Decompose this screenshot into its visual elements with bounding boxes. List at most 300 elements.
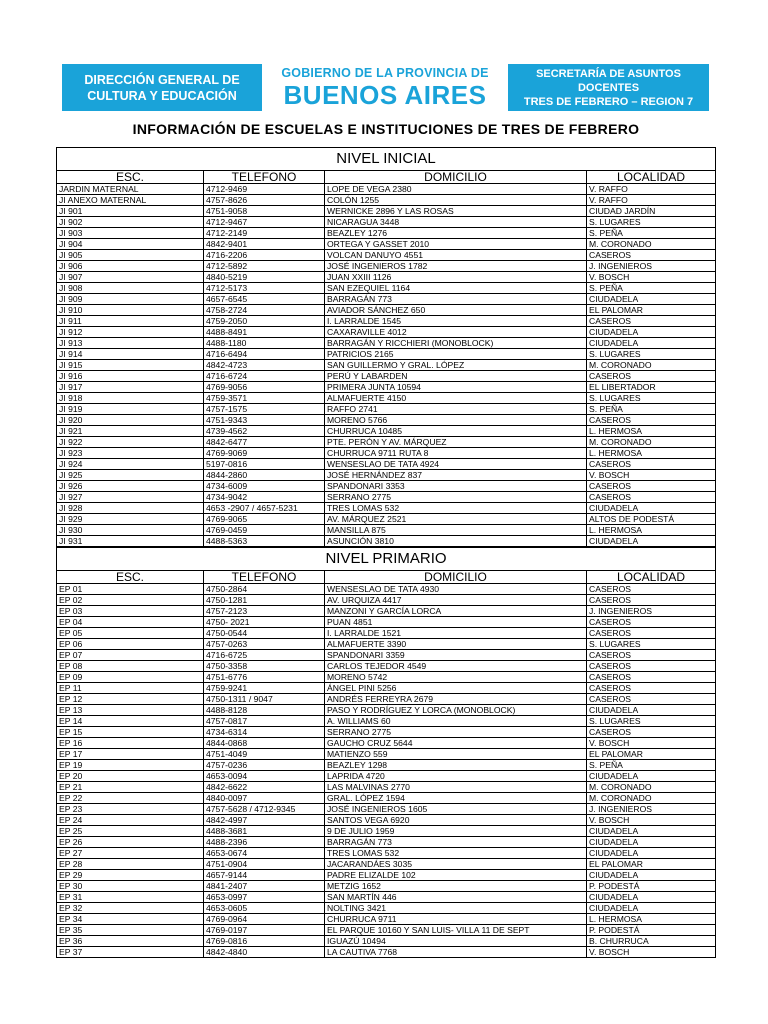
phone: 4842-6622 [204,782,325,793]
table-row [57,404,716,415]
phone: 4751-6776 [204,672,325,683]
address: I. LARRALDE 1521 [325,628,587,639]
address: SERRANO 2775 [325,492,587,503]
phone: 4734-9042 [204,492,325,503]
school-code: EP 13 [57,705,204,716]
school-code: JI 929 [57,514,204,525]
locality: CASEROS [587,628,716,639]
address: NOLTING 3421 [325,903,587,914]
address: AVIADOR SÁNCHEZ 650 [325,305,587,316]
school-code: JI 915 [57,360,204,371]
school-code: EP 20 [57,771,204,782]
phone: 4759-3571 [204,393,325,404]
locality: CASEROS [587,415,716,426]
school-code: EP 14 [57,716,204,727]
phone: 4488-3681 [204,826,325,837]
address: I. LARRALDE 1545 [325,316,587,327]
phone: 4712-5892 [204,261,325,272]
dgcye-banner [62,64,262,111]
phone: 4751-4049 [204,749,325,760]
address: PASO Y RODRÍGUEZ Y LORCA (MONOBLOCK) [325,705,587,716]
school-code: JI 906 [57,261,204,272]
locality: V. RAFFO [587,184,716,195]
phone: 4769-9056 [204,382,325,393]
school-code: EP 22 [57,793,204,804]
gobierno-line2: BUENOS AIRES [283,80,487,110]
address: CAXARAVILLE 4012 [325,327,587,338]
locality: S. LUGARES [587,639,716,650]
address: METZIG 1652 [325,881,587,892]
locality: CIUDAD JARDÍN [587,206,716,217]
locality: CIUDADELA [587,892,716,903]
table-row [57,184,716,195]
table-row [57,837,716,848]
phone: 4653-0674 [204,848,325,859]
phone: 4769-9069 [204,448,325,459]
school-table [56,547,716,958]
phone: 4757-2123 [204,606,325,617]
locality: CASEROS [587,459,716,470]
school-code: JI 908 [57,283,204,294]
table-row [57,881,716,892]
address: WENSESLAO DE TATA 4924 [325,459,587,470]
table-row [57,492,716,503]
school-code: EP 34 [57,914,204,925]
table-row [57,382,716,393]
locality: M. CORONADO [587,793,716,804]
school-code: JI 923 [57,448,204,459]
school-code: JI 903 [57,228,204,239]
table-row [57,448,716,459]
school-code: JI 905 [57,250,204,261]
address: JOSÉ INGENIEROS 1605 [325,804,587,815]
table-row [57,606,716,617]
locality: B. CHURRUCA [587,936,716,947]
table-row [57,639,716,650]
table-row [57,525,716,536]
locality: CASEROS [587,727,716,738]
phone: 4844-2860 [204,470,325,481]
table-row [57,859,716,870]
phone: 4769-0964 [204,914,325,925]
address: LOPE DE VEGA 2380 [325,184,587,195]
phone: 4757-0236 [204,760,325,771]
locality: S. LUGARES [587,393,716,404]
locality: S. LUGARES [587,349,716,360]
table-row [57,217,716,228]
phone: 4750-2864 [204,584,325,595]
table-row [57,661,716,672]
phone: 5197-0816 [204,459,325,470]
locality: L. HERMOSA [587,525,716,536]
address: SPANDONARI 3353 [325,481,587,492]
phone: 4488-8128 [204,705,325,716]
section-title: NIVEL PRIMARIO [57,548,716,571]
locality: EL LIBERTADOR [587,382,716,393]
table-row [57,628,716,639]
address: VOLCAN DANUYO 4551 [325,250,587,261]
column-header: LOCALIDAD [587,571,716,584]
locality: S. PEÑA [587,228,716,239]
table-row [57,294,716,305]
locality: J. INGENIEROS [587,261,716,272]
locality: V. BOSCH [587,470,716,481]
school-code: EP 37 [57,947,204,958]
address: SANTOS VEGA 6920 [325,815,587,826]
table-row [57,617,716,628]
table-row [57,503,716,514]
school-code: JI 928 [57,503,204,514]
locality: CASEROS [587,683,716,694]
locality: S. PEÑA [587,760,716,771]
table-row [57,815,716,826]
phone: 4716-2206 [204,250,325,261]
school-code: JI 927 [57,492,204,503]
school-code: JARDIN MATERNAL [57,184,204,195]
school-code: EP 36 [57,936,204,947]
phone: 4751-9058 [204,206,325,217]
address: AV. URQUIZA 4417 [325,595,587,606]
address: ALMAFUERTE 4150 [325,393,587,404]
locality: CIUDADELA [587,294,716,305]
address: CHURRUCA 9711 RUTA 8 [325,448,587,459]
locality: CASEROS [587,694,716,705]
table-row [57,914,716,925]
phone: 4842-6477 [204,437,325,448]
table-row [57,261,716,272]
address: GRAL. LÓPEZ 1594 [325,793,587,804]
locality: S. LUGARES [587,217,716,228]
table-row [57,206,716,217]
address: JACARANDÁES 3035 [325,859,587,870]
school-code: EP 04 [57,617,204,628]
phone: 4769-0197 [204,925,325,936]
table-row [57,459,716,470]
table-row [57,782,716,793]
table-row [57,437,716,448]
phone: 4769-9065 [204,514,325,525]
school-code: EP 30 [57,881,204,892]
school-code: JI 930 [57,525,204,536]
school-code: JI 910 [57,305,204,316]
school-code: JI 919 [57,404,204,415]
table-row [57,650,716,661]
phone: 4750-3358 [204,661,325,672]
phone: 4712-2149 [204,228,325,239]
column-header: TELEFONO [204,571,325,584]
table-row [57,426,716,437]
phone: 4653-0605 [204,903,325,914]
phone: 4751-0904 [204,859,325,870]
address: LA CAUTIVA 7768 [325,947,587,958]
table-row [57,848,716,859]
table-row [57,415,716,426]
locality: EL PALOMAR [587,859,716,870]
phone: 4750-1311 / 9047 [204,694,325,705]
nivel-inicial-table-wrap [56,147,715,547]
phone: 4750-1281 [204,595,325,606]
locality: CASEROS [587,316,716,327]
locality: M. CORONADO [587,239,716,250]
table-row [57,228,716,239]
phone: 4657-9144 [204,870,325,881]
phone: 4716-6725 [204,650,325,661]
table-row [57,694,716,705]
school-code: EP 26 [57,837,204,848]
school-code: EP 21 [57,782,204,793]
phone: 4842-4997 [204,815,325,826]
address: SPANDONARI 3359 [325,650,587,661]
locality: CASEROS [587,595,716,606]
table-row [57,338,716,349]
address: BARRAGÁN 773 [325,837,587,848]
table-row [57,595,716,606]
phone: 4759-2050 [204,316,325,327]
phone: 4657-6545 [204,294,325,305]
school-code: JI 902 [57,217,204,228]
school-code: JI 914 [57,349,204,360]
locality: L. HERMOSA [587,448,716,459]
school-code: JI 913 [57,338,204,349]
gobierno-line1: GOBIERNO DE LA PROVINCIA DE [281,66,489,80]
address: SAN GUILLERMO Y GRAL. LÓPEZ [325,360,587,371]
address: NICARAGUA 3448 [325,217,587,228]
locality: CIUDADELA [587,848,716,859]
school-code: JI 909 [57,294,204,305]
phone: 4488-8491 [204,327,325,338]
locality: CIUDADELA [587,705,716,716]
address: MANZONI Y GARCÍA LORCA [325,606,587,617]
locality: CIUDADELA [587,837,716,848]
address: MATIENZO 559 [325,749,587,760]
school-code: EP 01 [57,584,204,595]
address: PADRE ELIZALDE 102 [325,870,587,881]
phone: 4842-9401 [204,239,325,250]
school-code: EP 24 [57,815,204,826]
locality: CASEROS [587,617,716,628]
locality: CASEROS [587,481,716,492]
address: A. WILLIAMS 60 [325,716,587,727]
gobierno-logo [272,66,498,109]
address: WENSESLAO DE TATA 4930 [325,584,587,595]
column-header: ESC. [57,171,204,184]
school-code: EP 06 [57,639,204,650]
address: ALMAFUERTE 3390 [325,639,587,650]
locality: L. HERMOSA [587,914,716,925]
school-code: EP 25 [57,826,204,837]
phone: 4488-1180 [204,338,325,349]
table-row [57,683,716,694]
locality: V. BOSCH [587,272,716,283]
address: CARLOS TEJEDOR 4549 [325,661,587,672]
table-row [57,536,716,547]
address: TRES LOMAS 532 [325,503,587,514]
school-code: EP 29 [57,870,204,881]
locality: V. RAFFO [587,195,716,206]
table-row [57,892,716,903]
school-code: EP 32 [57,903,204,914]
phone: 4712-9467 [204,217,325,228]
locality: CIUDADELA [587,536,716,547]
locality: S. PEÑA [587,283,716,294]
table-row [57,870,716,881]
locality: M. CORONADO [587,360,716,371]
school-code: JI 925 [57,470,204,481]
phone: 4757-1575 [204,404,325,415]
phone: 4488-2396 [204,837,325,848]
address: 9 DE JULIO 1959 [325,826,587,837]
locality: P. PODESTÁ [587,881,716,892]
school-code: EP 23 [57,804,204,815]
school-code: EP 11 [57,683,204,694]
phone: 4840-0097 [204,793,325,804]
table-row [57,760,716,771]
school-code: JI 922 [57,437,204,448]
secretaria-line2: DOCENTES [577,81,640,94]
phone: 4757-5628 / 4712-9345 [204,804,325,815]
section-title: NIVEL INICIAL [57,148,716,171]
column-header: DOMICILIO [325,571,587,584]
phone: 4750-0544 [204,628,325,639]
phone: 4840-5219 [204,272,325,283]
school-code: JI 907 [57,272,204,283]
locality: CIUDADELA [587,903,716,914]
locality: EL PALOMAR [587,749,716,760]
address: ASUNCIÓN 3810 [325,536,587,547]
phone: 4712-5173 [204,283,325,294]
school-code: JI 916 [57,371,204,382]
locality: CIUDADELA [587,338,716,349]
address: SAN MARTÍN 446 [325,892,587,903]
table-row [57,584,716,595]
phone: 4750- 2021 [204,617,325,628]
school-code: JI 911 [57,316,204,327]
address: SAN EZEQUIEL 1164 [325,283,587,294]
table-row [57,327,716,338]
address: BARRAGÁN 773 [325,294,587,305]
school-code: JI 901 [57,206,204,217]
school-code: EP 17 [57,749,204,760]
address: ÁNGEL PINI 5256 [325,683,587,694]
address: JOSÉ INGENIEROS 1782 [325,261,587,272]
address: CHURRUCA 10485 [325,426,587,437]
school-code: EP 27 [57,848,204,859]
table-row [57,716,716,727]
locality: L. HERMOSA [587,426,716,437]
table-row [57,371,716,382]
address: MORENO 5742 [325,672,587,683]
locality: M. CORONADO [587,437,716,448]
address: WERNICKE 2896 Y LAS ROSAS [325,206,587,217]
phone: 4844-0868 [204,738,325,749]
phone: 4757-8626 [204,195,325,206]
school-code: EP 15 [57,727,204,738]
locality: M. CORONADO [587,782,716,793]
address: MORENO 5766 [325,415,587,426]
table-row [57,283,716,294]
phone: 4769-0816 [204,936,325,947]
locality: J. INGENIEROS [587,606,716,617]
column-header: TELEFONO [204,171,325,184]
table-row [57,738,716,749]
table-row [57,272,716,283]
phone: 4734-6314 [204,727,325,738]
dgcye-line1: DIRECCIÓN GENERAL DE [84,72,240,87]
address: GAUCHO CRUZ 5644 [325,738,587,749]
school-code: EP 08 [57,661,204,672]
table-row [57,239,716,250]
school-table [56,147,716,547]
table-row [57,360,716,371]
address: PATRICIOS 2165 [325,349,587,360]
table-row [57,903,716,914]
phone: 4769-0459 [204,525,325,536]
table-row [57,514,716,525]
locality: CASEROS [587,492,716,503]
school-code: JI 917 [57,382,204,393]
phone: 4842-4723 [204,360,325,371]
locality: EL PALOMAR [587,305,716,316]
school-code: EP 16 [57,738,204,749]
school-code: JI 926 [57,481,204,492]
phone: 4653 -2907 / 4657-5231 [204,503,325,514]
phone: 4734-6009 [204,481,325,492]
locality: CASEROS [587,650,716,661]
school-code: EP 12 [57,694,204,705]
phone: 4716-6724 [204,371,325,382]
school-code: JI 904 [57,239,204,250]
table-row [57,727,716,738]
phone: 4757-0263 [204,639,325,650]
address: ANDRÉS FERREYRA 2679 [325,694,587,705]
address: BARRAGÁN Y RICCHIERI (MONOBLOCK) [325,338,587,349]
phone: 4739-4562 [204,426,325,437]
address: BEAZLEY 1298 [325,760,587,771]
phone: 4759-9241 [204,683,325,694]
locality: CASEROS [587,584,716,595]
school-code: EP 28 [57,859,204,870]
locality: V. BOSCH [587,815,716,826]
address: PERÚ Y LABARDEN [325,371,587,382]
table-row [57,793,716,804]
address: PRIMERA JUNTA 10594 [325,382,587,393]
locality: CIUDADELA [587,771,716,782]
secretaria-line3: TRES DE FEBRERO – REGION 7 [523,95,694,108]
table-row [57,393,716,404]
locality: CIUDADELA [587,327,716,338]
school-code: EP 19 [57,760,204,771]
table-row [57,705,716,716]
school-code: JI 924 [57,459,204,470]
locality: CIUDADELA [587,826,716,837]
address: PUAN 4851 [325,617,587,628]
locality: P. PODESTÁ [587,925,716,936]
table-row [57,481,716,492]
address: TRES LOMAS 532 [325,848,587,859]
address: JUAN XXIII 1126 [325,272,587,283]
locality: S. LUGARES [587,716,716,727]
table-row [57,936,716,947]
locality: CIUDADELA [587,870,716,881]
table-row [57,672,716,683]
address: ORTEGA Y GASSET 2010 [325,239,587,250]
address: IGUAZÚ 10494 [325,936,587,947]
locality: S. PEÑA [587,404,716,415]
table-row [57,349,716,360]
phone: 4751-9343 [204,415,325,426]
address: AV. MÁRQUEZ 2521 [325,514,587,525]
secretaria-banner [508,64,709,111]
